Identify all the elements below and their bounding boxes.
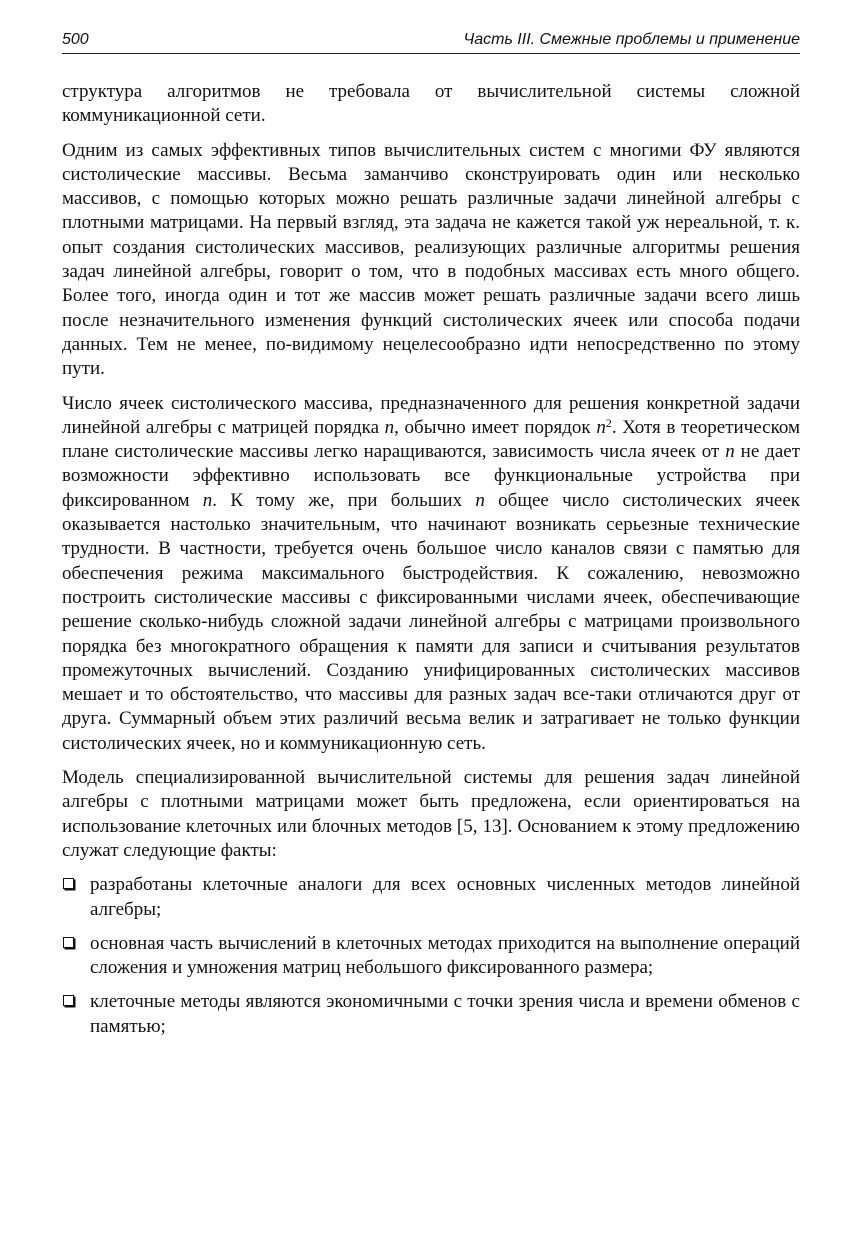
- superscript-exponent: 2: [605, 415, 612, 430]
- paragraph-3-text-2: , обычно имеет порядок: [394, 416, 597, 438]
- paragraph-3-text-1: Число ячеек систолического массива, предназначенного для решения конкретной задачи линейной алгебры с матрицей порядка: [62, 392, 800, 438]
- paragraph-4: Модель специализированной вычислительной системы для решения задач линейной алгебры с плотными матрицами может быть предложена, если ориентироваться на использование клеточных или блочных методов [5, 13]. Основанием к этому предложению служат следующие факты:: [62, 767, 800, 861]
- checkbox-icon: [63, 937, 74, 948]
- checkbox-icon: [63, 878, 74, 889]
- checkbox-icon: [63, 995, 74, 1006]
- list-item: [62, 873, 800, 922]
- list-item: [62, 932, 800, 981]
- paragraph-3: [62, 392, 800, 756]
- paragraph-3-text-6: общее число систолических ячеек оказывается настолько значительным, что начинают возникать серьезные технические трудности. В частности, требуется очень большое число каналов связи с памятью для обеспечения режима максимального быстродействия. К сожалению, невозможно построить систолические массивы с фиксированными числами ячеек, обеспечивающие решение сколько-нибудь сложной задачи линейной алгебры с матрицами произвольного порядка без многократного обращения к памяти для записи и считывания результатов промежуточных вычислений. Созданию унифицированных систолических массивов мешает и то обстоятельство, что массивы для разных задач все-таки отличаются друг от друга. Суммарный объем этих различий весьма велик и затрагивает не только функции систолических ячеек, но и коммуникационную сеть.: [62, 489, 800, 754]
- paragraph-3-text-3: . Хотя в теоретическом плане систолические массивы легко наращиваются, зависимость числа ячеек от: [62, 416, 800, 463]
- paragraph-3-text-4: не дает возможности эффективно использовать все функциональные устройства при фиксированном: [62, 441, 801, 511]
- variable-n: n: [475, 489, 485, 511]
- fact-list: [62, 873, 800, 1039]
- body-text: [62, 80, 800, 1039]
- paragraph-3-text-5: . К тому же, при больших: [212, 489, 476, 511]
- paragraph-2: Одним из самых эффективных типов вычислительных систем с многими ФУ являются систолические массивы. Весьма заманчиво сконструировать один или несколько массивов, с помощью которых можно решать различные задачи линейной алгебры с плотными матрицами. На первый взгляд, эта задача не кажется такой уж нереальной, т. к. опыт создания систолических массивов, реализующих различные алгоритмы решения задач линейной алгебры, говорит о том, что в подобных массивах есть много общего. Более того, иногда один и тот же массив может решать различные задачи всего лишь после незначительного изменения функций систолических ячеек или способа подачи данных. Тем не менее, по-видимому нецелесообразно идти непосредственно по этому пути.: [62, 139, 800, 380]
- list-item-text: клеточные методы являются экономичными с точки зрения числа и времени обменов с памятью;: [90, 991, 800, 1037]
- list-item-text: основная часть вычислений в клеточных методах приходится на выполнение операций сложения и умножения матриц небольшого фиксированного размера;: [90, 932, 800, 979]
- variable-n: n: [384, 416, 395, 438]
- running-title: Часть III. Смежные проблемы и применение: [463, 31, 800, 48]
- variable-n: n: [596, 416, 606, 438]
- paragraph-1: структура алгоритмов не требовала от вычислительной системы сложной коммуникационной сети.: [62, 81, 800, 127]
- running-head: [62, 28, 800, 54]
- page-number: 500: [62, 31, 89, 48]
- variable-n: n: [202, 489, 213, 511]
- list-item-text: разработаны клеточные аналоги для всех основных численных методов линейной алгебры;: [90, 874, 800, 920]
- list-item: [62, 990, 800, 1039]
- book-page: [62, 28, 800, 1049]
- variable-n: n: [725, 441, 735, 463]
